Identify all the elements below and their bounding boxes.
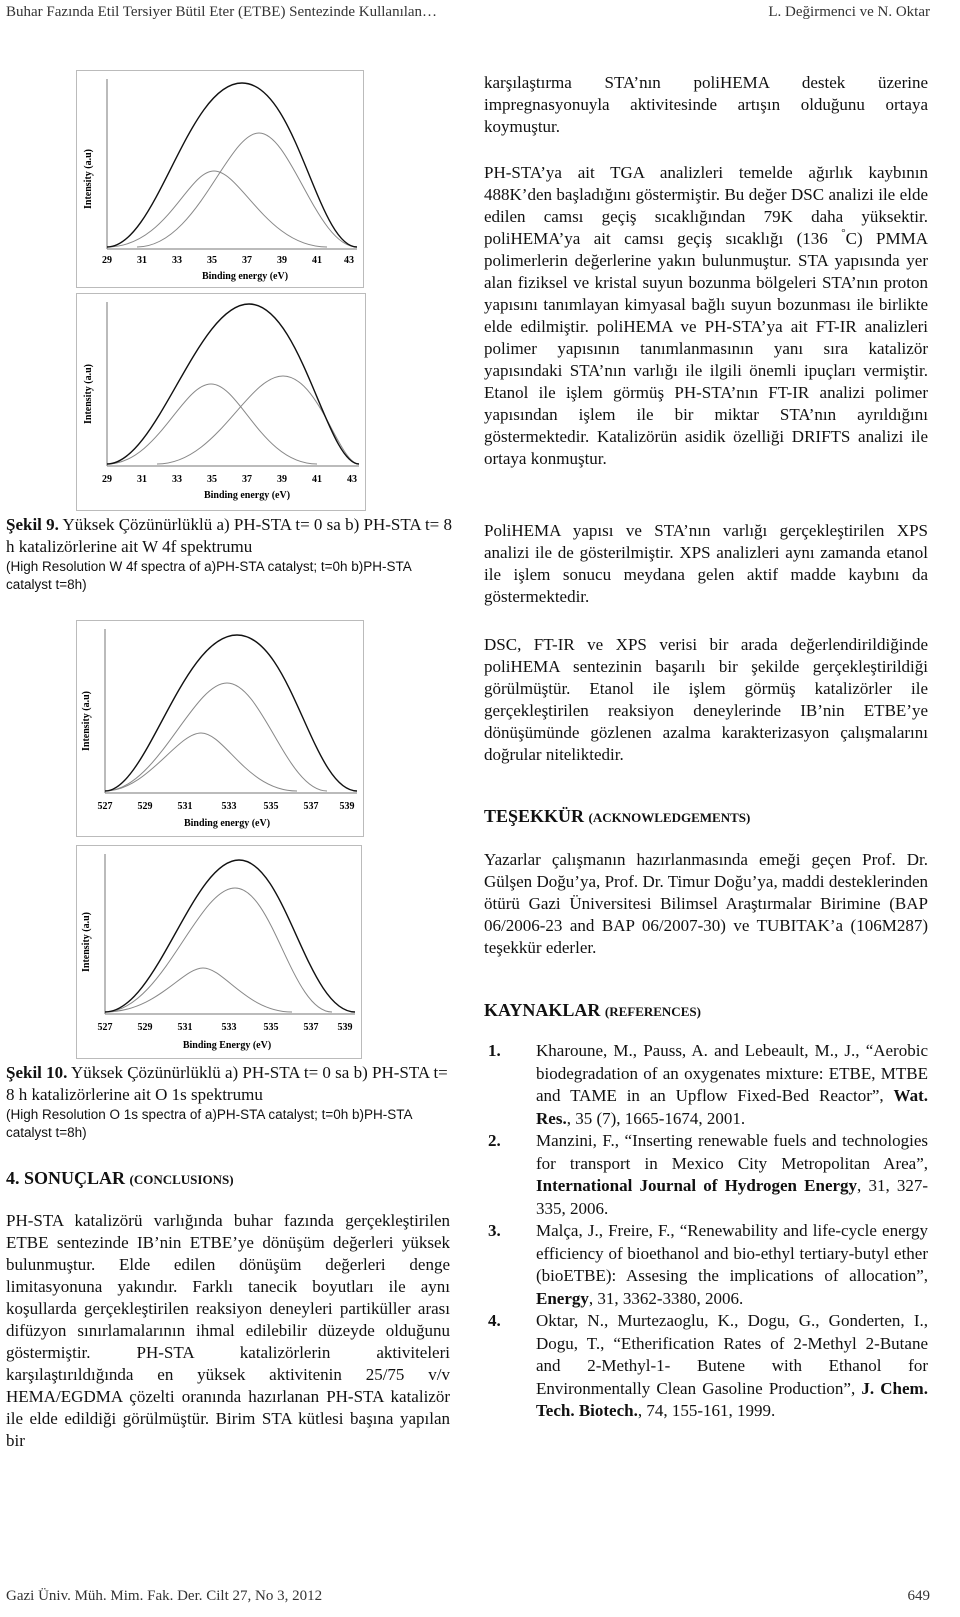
peak-curve-envelope <box>105 635 357 791</box>
x-tick-label: 533 <box>221 1022 237 1033</box>
x-tick-label: 39 <box>277 255 287 266</box>
x-tick-label: 33 <box>172 255 182 266</box>
paragraph-2: PH-STA’ya ait TGA analizleri temelde ağırlık kaybının 488K’den başladığını göstermiştir. Bu değer DSC analizi ile elde edilen camsı geçiş sıcaklığından 79K daha yüksektir. poliHEMA’ya ait camsı geçiş sıcaklığı (136 °C) PMMA polimerlerin değerlerine yakın bulunmuştur. STA yapısında yer alan fiziksel ve kristal suyun bozunma bölgeleri STA’nın proton yapısını tanımlayan kimyasal bağlı suyun bozunması ile birlikte elde edilmiştir. poliHEMA ve PH-STA’ya ait FT-IR analizleri polimer yapısının tanımlanmasının yanı sıra katalizör yapısındaki STA’nın varlığı ile ilgili önemli ipuçları vermiştir. Etanol ile işlem görmüş PH-STA’nın FT-IR analizi polimer yapısından işlem ile bir miktar STA’nın ayrıldığını göstermektedir. Katalizörün asidik özelliği DRIFTS analizi ile ortaya konmuştur. <box>484 163 928 468</box>
caption-label: Şekil 9. <box>6 515 59 534</box>
y-axis-label: Intensity (a.u) <box>83 148 94 210</box>
peak-curve-envelope <box>107 304 359 464</box>
caption-label: Şekil 10. <box>6 1063 68 1082</box>
peak-curve-medium <box>105 888 332 1012</box>
caption-text: Yüksek Çözünürlüklü a) PH-STA t= 0 sa b) PH-STA t= 8 h katalizörlerine ait O 1s spektrumu <box>6 1063 448 1104</box>
reference-item: 1. Kharoune, M., Pauss, A. and Lebeault, M., J., “Aerobic biodegradation of an oxygenates mixture: ETBE, MTBE and TAME in an Upflow Fixed-Bed Reactor”, Wat. Res., 35 (7), 1665-1674, 2001. <box>488 1041 928 1128</box>
peak-curve-envelope <box>107 83 357 247</box>
xps-plot-10a <box>77 621 363 836</box>
x-tick-label: 43 <box>344 255 354 266</box>
x-tick-label: 35 <box>207 474 217 485</box>
x-tick-label: 31 <box>137 474 147 485</box>
x-tick-label: 33 <box>172 474 182 485</box>
footer-page-number: 649 <box>907 1588 930 1604</box>
acknowledgements-paragraph: Yazarlar çalışmanın hazırlanmasında emeği geçen Prof. Dr. Gülşen Doğu’ya, Prof. Dr. Timur Doğu’ya, maddi desteklerinden ötürü Gazi Üniversitesi Bilimsel Araştırmalar Birimine (BAP 06/2006-23 and BAP 06/2007-30) ve TUBITAK’a (106M287) teşekkür ederler. <box>484 850 928 957</box>
x-tick-label: 527 <box>97 801 113 812</box>
peak-curve-left <box>107 384 317 464</box>
peak-curve-medium <box>137 133 357 247</box>
x-tick-label: 29 <box>102 474 112 485</box>
caption-english: (High Resolution W 4f spectra of a)PH-STA catalyst; t=0h b)PH-STA catalyst t=8h) <box>6 559 412 592</box>
conclusions-heading: 4. SONUÇLAR (CONCLUSIONS) <box>6 1168 234 1188</box>
paragraph-4: DSC, FT-IR ve XPS verisi bir arada değerlendirildiğinde poliHEMA sentezinin başarılı bir şekilde gerçekleştirildiği görülmüştür. Etanol ile işlem görmüş katalizörler ile gerçekleştirilen reaksiyon deneylerinde IB’nin ETBE’ye dönüşümünde gözlenen azalma karakterizasyon çalışmalarını doğrular niteliktedir. <box>484 635 928 764</box>
paragraph-3: PoliHEMA yapısı ve STA’nın varlığı gerçekleştirilen XPS analizi ile de gösterilmiştir. XPS analizleri aynı zamanda etanol ile işlem sonucu meydana gelen aktif madde kaybını da göstermektedir. <box>484 521 928 606</box>
axes <box>107 79 357 249</box>
conclusions-paragraph: PH-STA katalizörü varlığında buhar fazında gerçekleştirilen ETBE sentezinde IB’nin ETBE’ye dönüşüm değerleri yüksek bulunmuştur. Elde edilen dönüşüm değerleri denge limitasyonuna yakındır. Farklı tanecik boyutları ile aynı koşullarda gerçekleştirilen reaksiyon deneyleri partiküller arası difüzyon sınırlamalarının ihmal edilebilir düzeyde olduğunu göstermiştir. PH-STA katalizörlerin aktiviteleri karşılaştırıldığında en yüksek aktivitenin 25/75 v/v HEMA/EGDMA çözelti oranında hazırlanan PH-STA katalizör ile elde edildiği görülmüştür. Birim STA kütlesi başına yapılan bir <box>6 1211 450 1450</box>
x-tick-label: 41 <box>312 474 322 485</box>
axes <box>105 854 355 1014</box>
x-tick-label: 531 <box>177 801 193 812</box>
references-heading: KAYNAKLAR (REFERENCES) <box>484 1000 701 1020</box>
x-tick-label: 539 <box>337 1022 353 1033</box>
x-tick-label: 535 <box>263 1022 279 1033</box>
peak-curve-small <box>107 171 327 247</box>
x-axis-label: Binding energy (eV) <box>183 818 271 829</box>
x-tick-label: 37 <box>242 255 252 266</box>
figure-9-caption <box>6 514 454 594</box>
x-tick-label: 529 <box>137 1022 153 1033</box>
acknowledgements-heading: TEŞEKKÜR (ACKNOWLEDGEMENTS) <box>484 806 751 826</box>
x-tick-label: 539 <box>339 801 355 812</box>
figure-10a <box>76 620 364 837</box>
caption-text: Yüksek Çözünürlüklü a) PH-STA t= 0 sa b) PH-STA t= 8 h katalizörlerine ait W 4f spektrumu <box>6 515 453 556</box>
running-header-authors: L. Değirmenci ve N. Oktar <box>768 4 930 20</box>
reference-item: 4. Oktar, N., Murtezaoglu, K., Dogu, G., Gonderten, I., Dogu, T., “Etherification Rates of 2-Methyl 2-Butane and 2-Methyl-1- Butene with Ethanol for Environmentally Clean Gasoline Production”, J. Chem. Tech. Biotech., 74, 155-161, 1999. <box>488 1311 928 1420</box>
peak-curve-right <box>157 376 359 464</box>
x-tick-label: 527 <box>97 1022 113 1033</box>
x-axis-label: Binding energy (eV) <box>203 490 291 501</box>
x-tick-label: 535 <box>263 801 279 812</box>
y-axis-label: Intensity (a.u) <box>81 690 92 752</box>
caption-english: (High Resolution O 1s spectra of a)PH-STA catalyst; t=0h b)PH-STA catalyst t=8h) <box>6 1107 412 1140</box>
x-tick-label: 537 <box>303 801 319 812</box>
x-tick-label: 39 <box>277 474 287 485</box>
axes <box>107 302 359 466</box>
peak-curve-small <box>105 968 292 1012</box>
x-tick-label: 37 <box>242 474 252 485</box>
xps-plot-9b <box>77 294 365 510</box>
figure-9b <box>76 293 366 511</box>
x-axis-label: Binding energy (eV) <box>201 271 289 282</box>
reference-item: 2. Manzini, F., “Inserting renewable fuels and technologies for transport in Mexico City Metropolitan Area”, International Journal of Hydrogen Energy, 31, 327-335, 2006. <box>488 1131 928 1218</box>
axes <box>105 629 357 793</box>
figure-9a <box>76 70 364 288</box>
x-tick-label: 35 <box>207 255 217 266</box>
running-header-title: Buhar Fazında Etil Tersiyer Bütil Eter (ETBE) Sentezinde Kullanılan… <box>6 4 438 20</box>
x-tick-label: 29 <box>102 255 112 266</box>
reference-item: 3. Malça, J., Freire, F., “Renewability and life-cycle energy efficiency of bioethanol and bio-ethyl tertiary-butyl ether (bioETBE): Assesing the implications of allocation”, Energy, 31, 3362-3380, 2006. <box>488 1221 928 1308</box>
x-tick-label: 41 <box>312 255 322 266</box>
x-tick-label: 31 <box>137 255 147 266</box>
peak-curve-small <box>105 733 297 791</box>
xps-plot-10b <box>77 846 361 1058</box>
paragraph-1: karşılaştırma STA’nın poliHEMA destek üzerine impregnasyonuyla aktivitesinde artışın olduğunu ortaya koymuştur. <box>484 73 928 136</box>
y-axis-label: Intensity (a.u) <box>83 363 94 425</box>
x-axis-label: Binding Energy (eV) <box>182 1040 272 1051</box>
x-tick-label: 531 <box>177 1022 193 1033</box>
reference-list <box>484 1040 928 1423</box>
x-tick-label: 533 <box>221 801 237 812</box>
x-tick-label: 43 <box>347 474 357 485</box>
peak-curve-envelope <box>105 860 355 1012</box>
xps-plot-9a <box>77 71 363 287</box>
x-tick-label: 537 <box>303 1022 319 1033</box>
y-axis-label: Intensity (a.u) <box>81 911 92 973</box>
figure-10-caption <box>6 1062 454 1142</box>
figure-10b <box>76 845 362 1059</box>
x-tick-label: 529 <box>137 801 153 812</box>
footer-journal: Gazi Üniv. Müh. Mim. Fak. Der. Cilt 27, No 3, 2012 <box>6 1588 323 1604</box>
